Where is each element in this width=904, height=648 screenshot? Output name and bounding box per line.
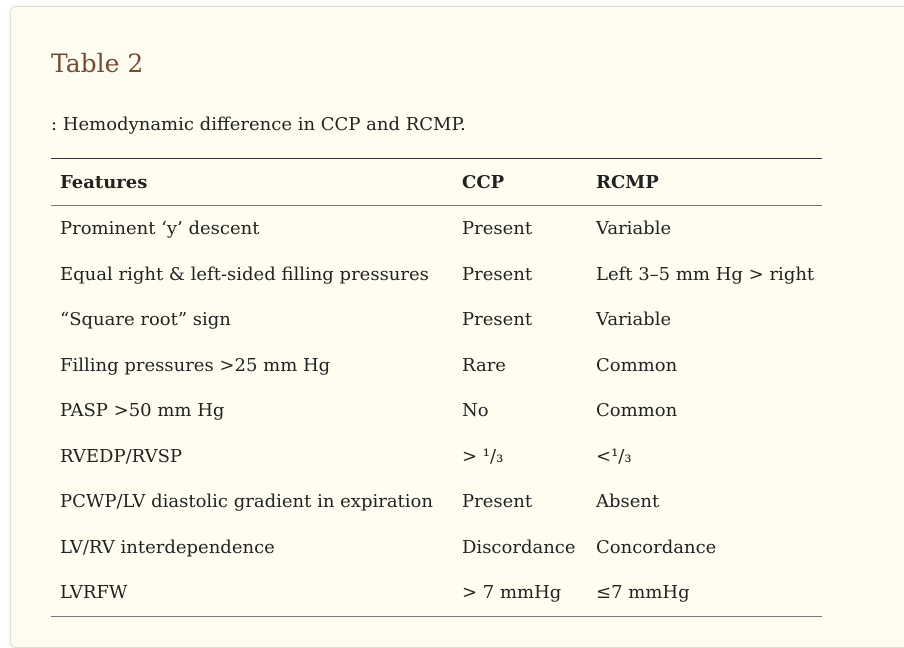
table-row [51, 570, 822, 616]
table-row [51, 434, 822, 480]
header-features: Features [51, 159, 453, 206]
cell-rcmp: Variable [596, 309, 672, 331]
cell-ccp: Rare [462, 354, 506, 376]
cell-feature: LV/RV interdependence [60, 536, 275, 558]
table-row [51, 297, 822, 343]
cell-feature: “Square root” sign [60, 309, 231, 331]
cell-ccp: Present [462, 309, 533, 331]
header-rcmp: RCMP [587, 159, 822, 206]
cell-feature: Prominent ‘y’ descent [60, 218, 260, 240]
cell-rcmp: Left 3–5 mm Hg > right [596, 263, 815, 285]
table-title: Table 2 [51, 49, 144, 78]
cell-feature: Filling pressures >25 mm Hg [60, 354, 331, 376]
cell-feature: PASP >50 mm Hg [60, 400, 225, 422]
table-header-row [51, 159, 822, 206]
table-row [51, 343, 822, 389]
cell-ccp: > 7 mmHg [453, 570, 587, 616]
cell-rcmp: Concordance [596, 536, 717, 558]
cell-rcmp: <¹/₃ [596, 445, 632, 467]
cell-feature: LVRFW [51, 570, 453, 616]
cell-rcmp: Common [596, 400, 678, 422]
cell-rcmp: Absent [596, 491, 660, 513]
cell-feature: RVEDP/RVSP [60, 445, 183, 467]
table-row [51, 206, 822, 252]
cell-rcmp: Common [596, 354, 678, 376]
cell-ccp: Present [462, 218, 533, 240]
cell-ccp: Discordance [462, 536, 576, 558]
table-row [51, 388, 822, 434]
cell-ccp: No [462, 400, 489, 422]
table-caption: : Hemodynamic difference in CCP and RCMP. [51, 114, 466, 135]
cell-rcmp: ≤7 mmHg [587, 570, 822, 616]
cell-ccp: Present [462, 491, 533, 513]
table-row [51, 252, 822, 298]
cell-feature: Equal right & left-sided filling pressures [60, 263, 429, 285]
cell-ccp: Present [462, 263, 533, 285]
table-row [51, 479, 822, 525]
header-ccp: CCP [453, 159, 587, 206]
data-table [51, 158, 822, 617]
cell-rcmp: Variable [596, 218, 672, 240]
cell-feature: PCWP/LV diastolic gradient in expiration [60, 491, 433, 513]
table-card [10, 6, 904, 648]
table-row [51, 525, 822, 571]
cell-ccp: > ¹/₃ [462, 445, 504, 467]
